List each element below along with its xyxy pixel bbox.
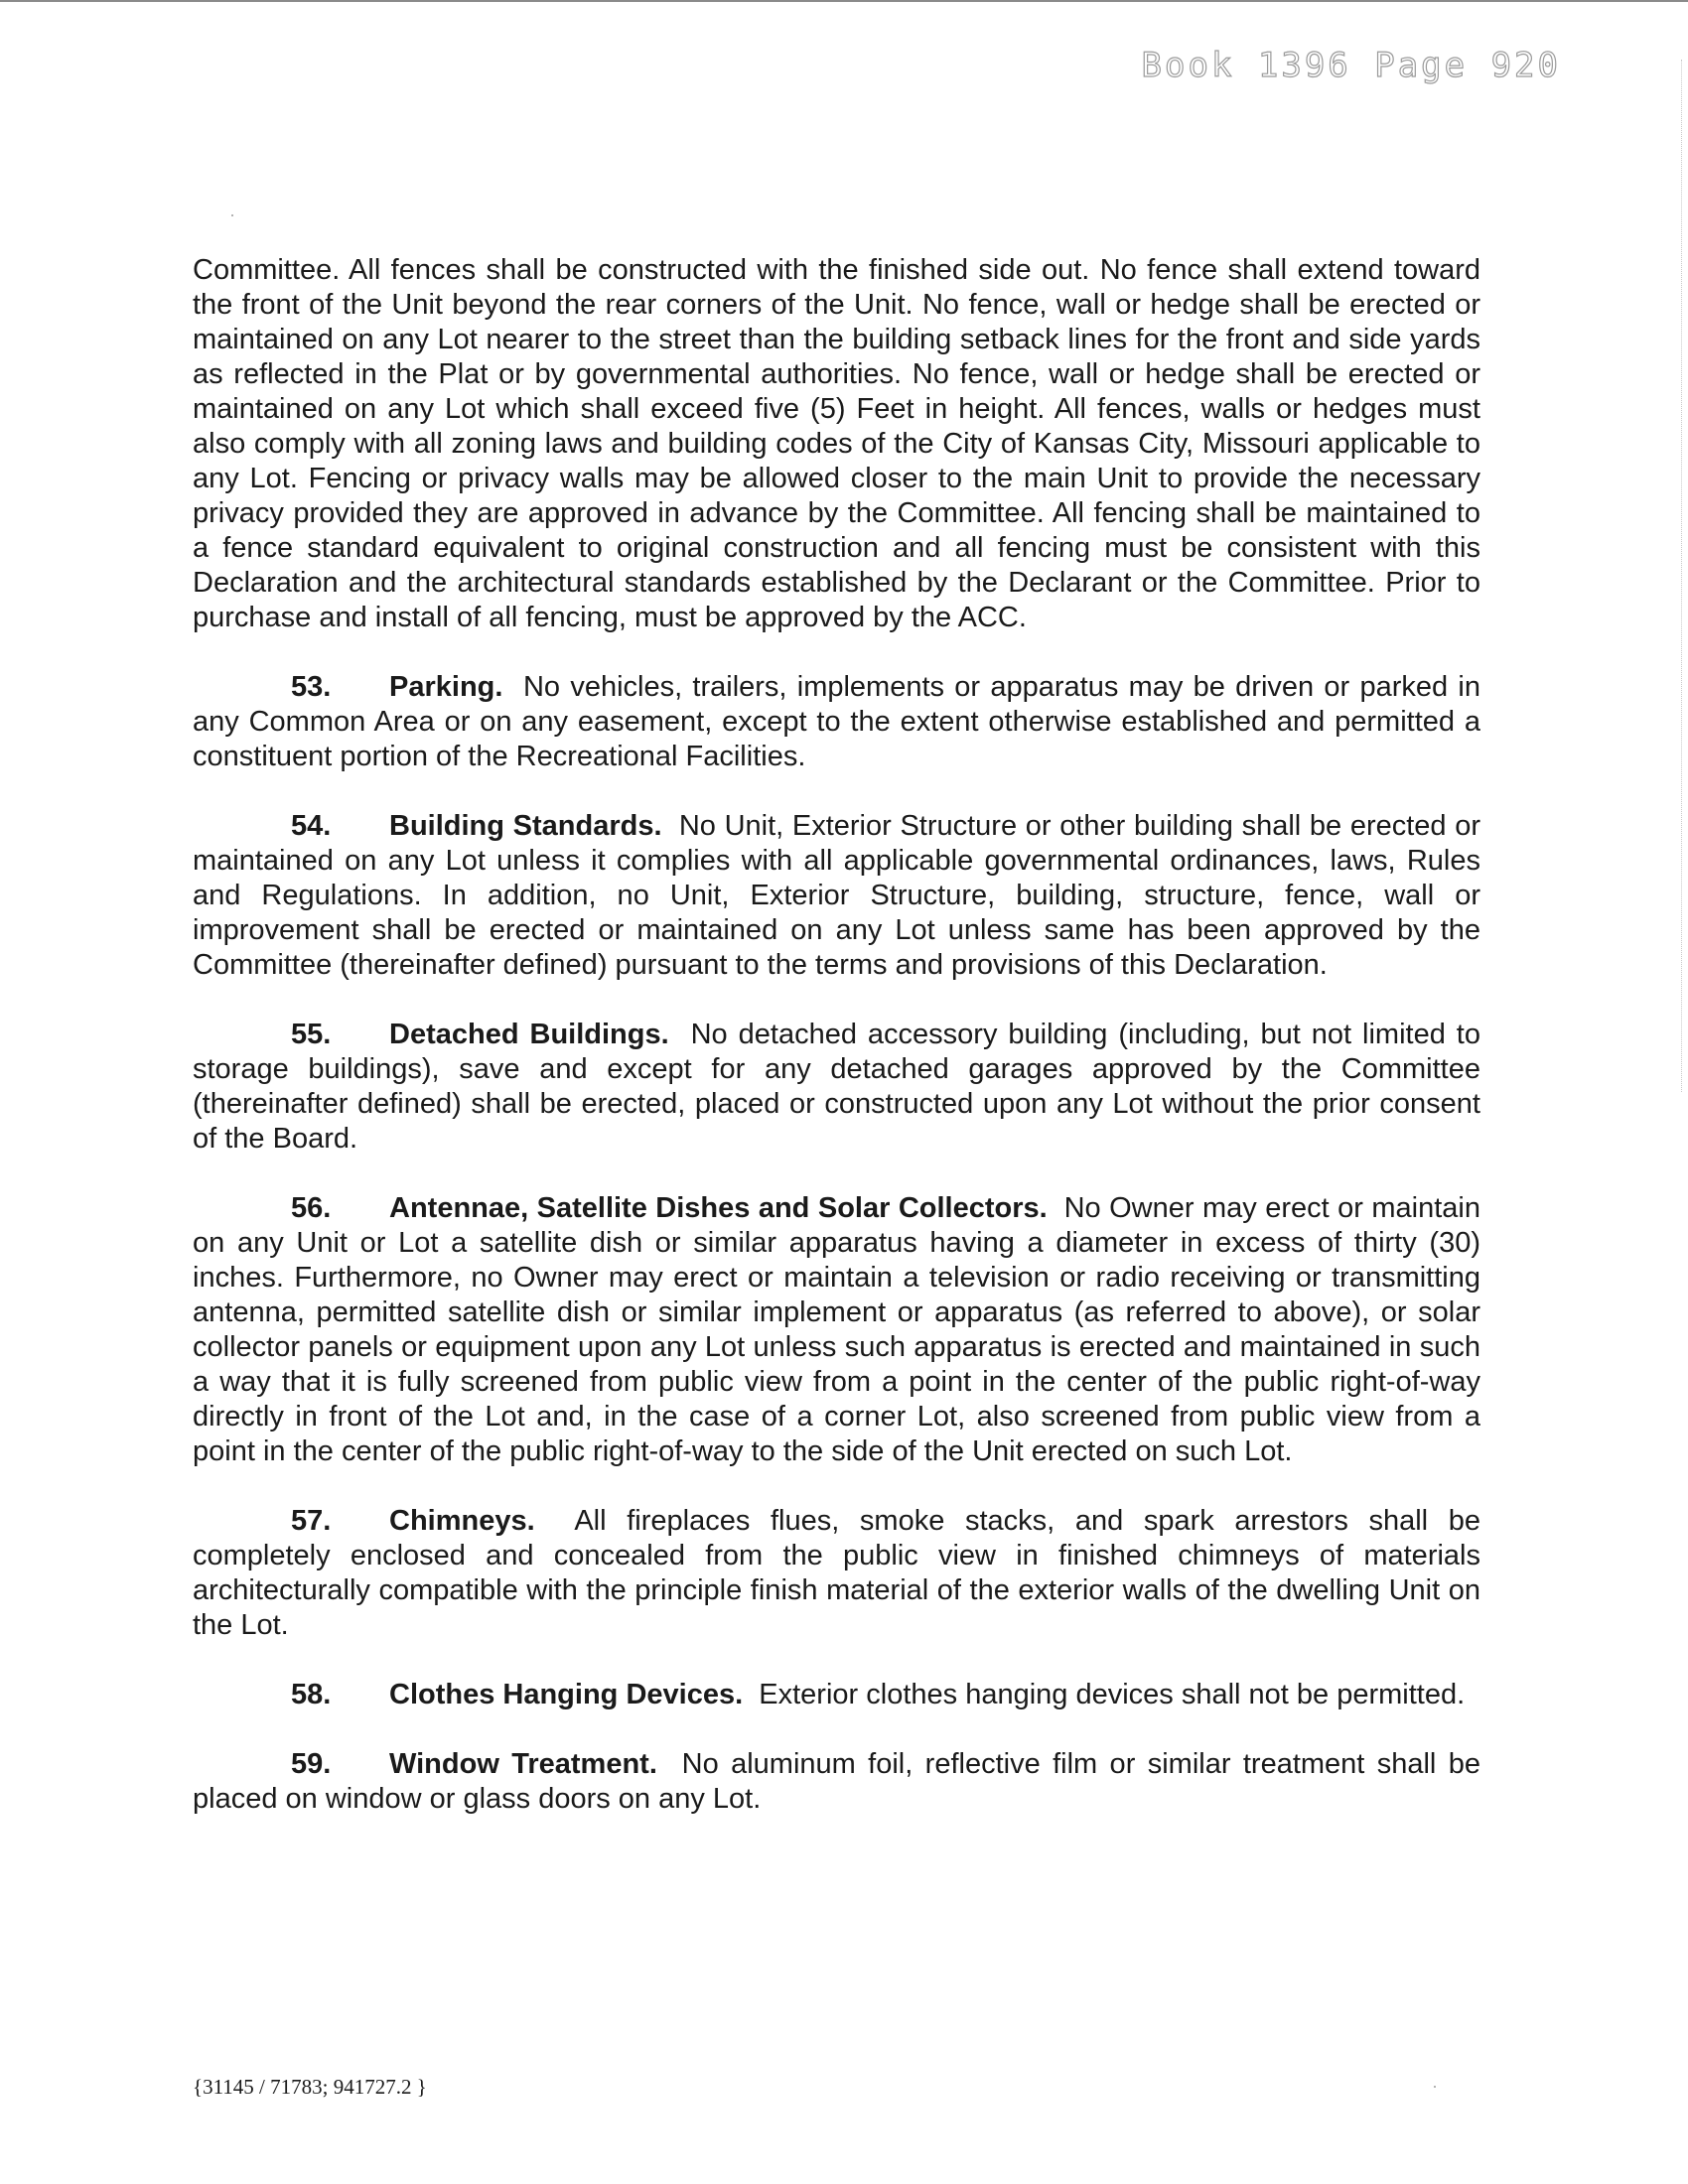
- section-text: No aluminum foil, reflective film or similar treatment shall be placed on window or glass doors on any Lot.: [193, 1748, 1480, 1815]
- scan-speck: [1434, 2086, 1436, 2088]
- section-text: No Owner may erect or maintain on any Unit or Lot a satellite dish or similar apparatus having a diameter in excess of thirty (30) inches. Furthermore, no Owner may erect or maintain a television or radio receiving or transmitting antenna, permitted satellite dish or similar implement or apparatus (as referred to above), or solar collector panels or equipment upon any Lot unless such apparatus is erected and maintained in such a way that it is fully screened from public view from a point in the center of the public right-of-way directly in front of the Lot and, in the case of a corner Lot, also screened from public view from a point in the center of the public right-of-way to the side of the Unit erected on such Lot.: [193, 1192, 1480, 1467]
- section-57: [193, 1504, 1480, 1643]
- section-number: 53.: [291, 671, 332, 703]
- section-title: Window Treatment.: [389, 1748, 657, 1780]
- section-title: Clothes Hanging Devices.: [389, 1679, 744, 1710]
- section-53: [193, 670, 1480, 774]
- section-title: Chimneys.: [389, 1505, 535, 1537]
- intro-paragraph: Committee. All fences shall be constructed with the finished side out. No fence shall extend toward the front of the Unit beyond the rear corners of the Unit. No fence, wall or hedge shall be erected or maintained on any Lot nearer to the street than the building setback lines for the front and side yards as reflected in the Plat or by governmental authorities. No fence, wall or hedge shall be erected or maintained on any Lot which shall exceed five (5) Feet in height. All fences, walls or hedges must also comply with all zoning laws and building codes of the City of Kansas City, Missouri applicable to any Lot. Fencing or privacy walls may be allowed closer to the main Unit to provide the necessary privacy provided they are approved in advance by the Committee. All fencing shall be maintained to a fence standard equivalent to original construction and all fencing must be consistent with this Declaration and the architectural standards established by the Declarant or the Committee. Prior to purchase and install of all fencing, must be approved by the ACC.: [193, 254, 1480, 633]
- section-58: [193, 1678, 1480, 1712]
- book-page-stamp: Book 1396 Page 920: [1141, 46, 1561, 85]
- section-number: 57.: [291, 1505, 332, 1537]
- section-title: Detached Buildings.: [389, 1019, 669, 1050]
- section-54: [193, 809, 1480, 983]
- section-text: No vehicles, trailers, implements or apparatus may be driven or parked in any Common Area or on any easement, except to the extent otherwise established and permitted a constituent portion of the Recreational Facilities.: [193, 671, 1480, 772]
- section-title: Antennae, Satellite Dishes and Solar Collectors.: [389, 1192, 1048, 1224]
- section-text: No Unit, Exterior Structure or other building shall be erected or maintained on any Lot unless it complies with all applicable governmental ordinances, laws, Rules and Regulations. In addition, no Unit, Exterior Structure, building, structure, fence, wall or improvement shall be erected or maintained on any Lot unless same has been approved by the Committee (thereinafter defined) pursuant to the terms and provisions of this Declaration.: [193, 810, 1480, 981]
- section-59: [193, 1747, 1480, 1817]
- section-number: 55.: [291, 1019, 332, 1050]
- scan-edge-line: [1681, 60, 1683, 1092]
- section-number: 58.: [291, 1679, 332, 1710]
- top-edge-rule: [0, 0, 1688, 2]
- document-id-footer: {31145 / 71783; 941727.2 }: [193, 2075, 427, 2099]
- section-56: [193, 1191, 1480, 1469]
- section-title: Building Standards.: [389, 810, 662, 842]
- section-number: 59.: [291, 1748, 332, 1780]
- document-body: [193, 253, 1480, 1851]
- scan-speck: [231, 214, 233, 216]
- section-text: Exterior clothes hanging devices shall not be permitted.: [759, 1679, 1466, 1710]
- section-number: 54.: [291, 810, 332, 842]
- section-title: Parking.: [389, 671, 503, 703]
- section-number: 56.: [291, 1192, 332, 1224]
- section-55: [193, 1018, 1480, 1157]
- section-text: All fireplaces flues, smoke stacks, and spark arrestors shall be completely enclosed and concealed from the public view in finished chimneys of materials architecturally compatible with the principle finish material of the exterior walls of the dwelling Unit on the Lot.: [193, 1505, 1480, 1641]
- section-text: No detached accessory building (including, but not limited to storage buildings), save and except for any detached garages approved by the Committee (thereinafter defined) shall be erected, placed or constructed upon any Lot without the prior consent of the Board.: [193, 1019, 1480, 1155]
